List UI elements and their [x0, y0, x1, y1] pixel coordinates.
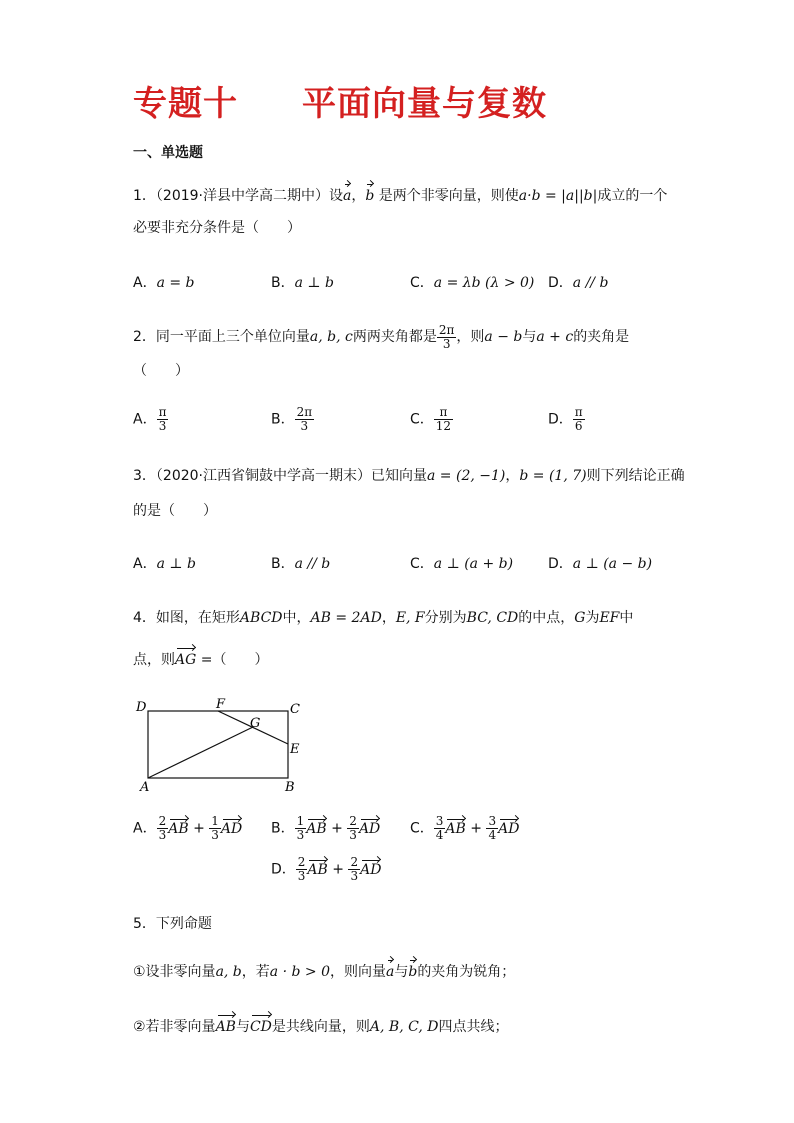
q1-option-c: C．a = λb (λ > 0) [410, 275, 535, 291]
question-3-line-2: 的是（ ） [133, 503, 217, 519]
question-3-line-1: 3．（2020·江西省铜鼓中学高一期末）已知向量a = (2, −1)，b = (1, 7)则下列结论正确 [133, 468, 685, 484]
q2-option-d: D． $\frac{\pi}{6}$ [548, 405, 583, 433]
label-d: D [136, 700, 147, 715]
q2-option-c: C． $\frac{\pi}{12}$ [410, 405, 452, 433]
question-4-line-2: 点，则AG =（ ） [133, 652, 269, 668]
q1-option-a: A．a = b [133, 275, 195, 291]
q4-option-a: A． $\frac{2}{3}$ AB + $\frac{1}{3}$ AD [133, 814, 243, 842]
title-sub: 平面向量与复数 [302, 84, 547, 124]
q4-option-d: D． $\frac{2}{3}$ AB + $\frac{2}{3}$ AD [271, 855, 382, 883]
rectangle-figure [130, 695, 320, 795]
question-5-line-1: 5．下列命题 [133, 916, 212, 932]
label-b: B [285, 780, 295, 795]
q3-option-c: C．a ⊥ (a + b) [410, 556, 514, 572]
section-heading: 一、单选题 [133, 145, 203, 161]
q3-option-d: D．a ⊥ (a − b) [548, 556, 653, 572]
vector-b: b [365, 188, 375, 204]
segment-ag [148, 727, 253, 778]
q1-condition: a·b = |a||b| [518, 188, 598, 204]
q4-option-b: B． $\frac{1}{3}$ AB + $\frac{2}{3}$ AD [271, 814, 381, 842]
label-g: G [250, 716, 261, 731]
question-5-item-2: ②若非零向量AB与CD是共线向量，则A, B, C, D四点共线； [133, 1019, 509, 1035]
label-e: E [290, 742, 300, 757]
question-1-line-1: 1．（2019·洋县中学高二期中）设a，b 是两个非零向量，则使a·b = |a||b|成立的一个 [133, 188, 668, 204]
q1-option-d: D．a // b [548, 275, 609, 291]
q2-option-b: B． $\frac{2\pi}{3}$ [271, 405, 313, 433]
title-main: 专题十 [133, 84, 238, 124]
label-a: A [140, 780, 150, 795]
question-5-item-1: ①设非零向量a, b，若a · b > 0，则向量a与b的夹角为锐角； [133, 964, 516, 980]
q1-option-b: B．a ⊥ b [271, 275, 334, 291]
question-1-line-2: 必要非充分条件是（ ） [133, 220, 301, 236]
q3-option-a: A．a ⊥ b [133, 556, 196, 572]
q2-option-a: A． $\frac{\pi}{3}$ [133, 405, 167, 433]
q3-option-b: B．a // b [271, 556, 331, 572]
vector-a: a [343, 188, 352, 204]
q4-option-c: C． $\frac{3}{4}$ AB + $\frac{3}{4}$ AD [410, 814, 520, 842]
page-title [133, 76, 547, 125]
question-2-line-1: 2．同一平面上三个单位向量a, b, c两两夹角都是 $\frac{2\pi}{3}$ ，则a − b与a + c的夹角是 [133, 322, 630, 351]
label-f: F [216, 697, 226, 712]
question-4-line-1: 4．如图，在矩形ABCD中，AB = 2AD，E, F分别为BC, CD的中点，G为EF中 [133, 610, 634, 626]
label-c: C [290, 702, 300, 717]
question-2-line-2: （ ） [133, 363, 189, 379]
